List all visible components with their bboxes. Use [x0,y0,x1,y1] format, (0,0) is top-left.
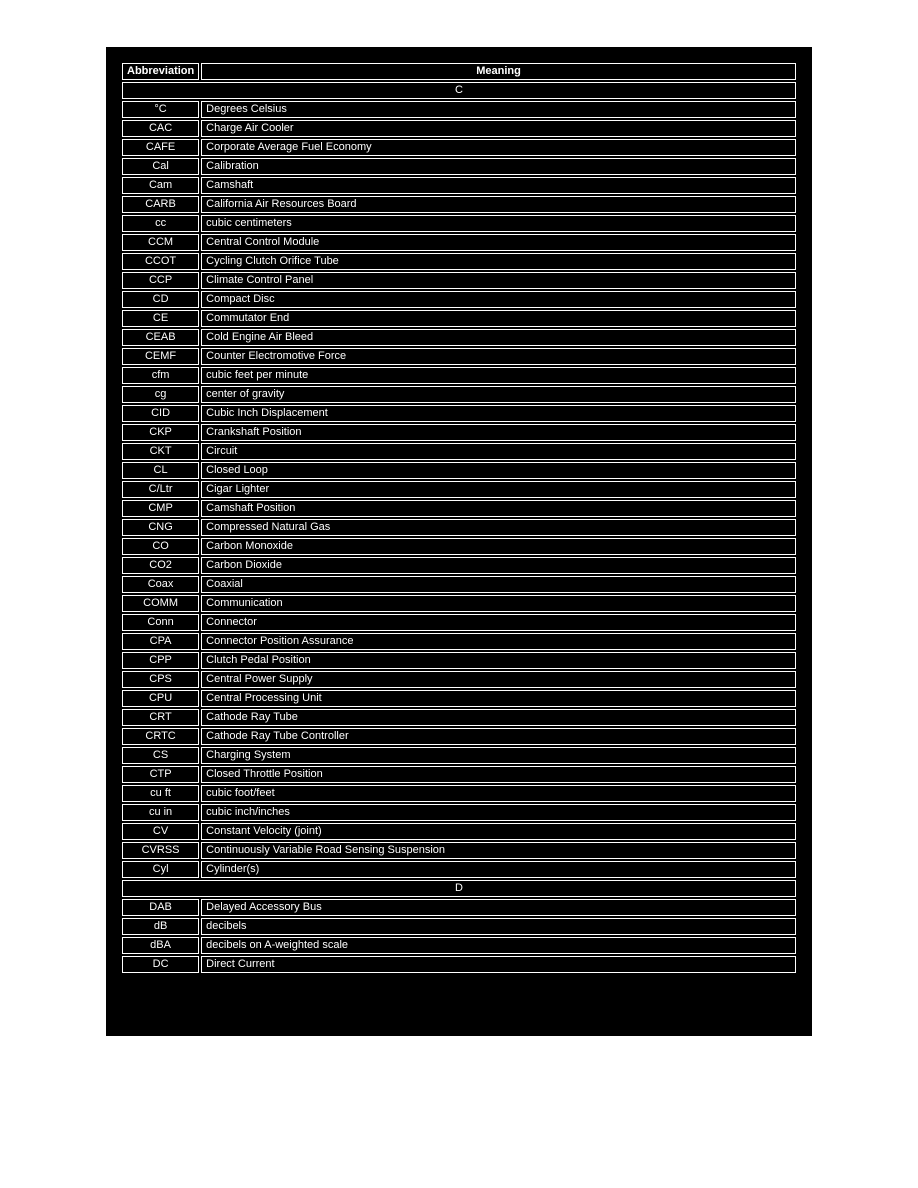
table-row [122,139,796,156]
abbreviation-cell: Cal [122,158,199,175]
meaning-cell: Central Processing Unit [201,690,796,707]
abbreviation-cell: CL [122,462,199,479]
meaning-cell: Degrees Celsius [201,101,796,118]
abbreviation-cell: DC [122,956,199,973]
table-row [122,158,796,175]
abbreviation-cell: CPA [122,633,199,650]
table-row [122,709,796,726]
meaning-cell: California Air Resources Board [201,196,796,213]
meaning-cell: decibels on A-weighted scale [201,937,796,954]
table-row [122,766,796,783]
table-row [122,538,796,555]
table-row [122,177,796,194]
table-row [122,481,796,498]
table-row [122,842,796,859]
meaning-cell: Communication [201,595,796,612]
meaning-cell: Corporate Average Fuel Economy [201,139,796,156]
meaning-cell: Carbon Monoxide [201,538,796,555]
table-row [122,101,796,118]
table-row [122,443,796,460]
abbreviation-table-panel [106,47,812,1036]
table-row [122,234,796,251]
meaning-cell: Crankshaft Position [201,424,796,441]
abbreviation-cell: cg [122,386,199,403]
abbreviation-cell: CEMF [122,348,199,365]
meaning-cell: cubic inch/inches [201,804,796,821]
header-row [122,63,796,80]
abbreviation-cell: CO [122,538,199,555]
table-row [122,500,796,517]
abbreviation-cell: cu ft [122,785,199,802]
meaning-cell: Climate Control Panel [201,272,796,289]
meaning-cell: Cathode Ray Tube [201,709,796,726]
abbreviation-cell: Cam [122,177,199,194]
abbreviation-cell: CTP [122,766,199,783]
meaning-cell: Cold Engine Air Bleed [201,329,796,346]
meaning-cell: Constant Velocity (joint) [201,823,796,840]
meaning-cell: cubic centimeters [201,215,796,232]
abbreviation-cell: dBA [122,937,199,954]
abbreviation-cell: cc [122,215,199,232]
abbreviation-cell: CARB [122,196,199,213]
abbreviation-cell: CCM [122,234,199,251]
abbreviation-cell: cfm [122,367,199,384]
abbreviation-cell: CEAB [122,329,199,346]
table-row [122,196,796,213]
abbreviation-cell: CO2 [122,557,199,574]
table-row [122,462,796,479]
table-row [122,310,796,327]
table-row [122,690,796,707]
abbreviation-cell: CRT [122,709,199,726]
abbreviation-cell: CKP [122,424,199,441]
meaning-cell: Closed Loop [201,462,796,479]
table-row [122,899,796,916]
abbreviation-cell: CVRSS [122,842,199,859]
table-row [122,557,796,574]
table-row [122,386,796,403]
meaning-cell: Delayed Accessory Bus [201,899,796,916]
meaning-cell: Cubic Inch Displacement [201,405,796,422]
meaning-cell: Cycling Clutch Orifice Tube [201,253,796,270]
abbreviation-cell: CD [122,291,199,308]
meaning-cell: Camshaft [201,177,796,194]
table-row [122,671,796,688]
column-header-abbreviation: Abbreviation [122,63,199,80]
abbreviation-table [120,61,798,975]
table-row [122,120,796,137]
abbreviation-cell: Coax [122,576,199,593]
abbreviation-cell: cu in [122,804,199,821]
meaning-cell: Direct Current [201,956,796,973]
meaning-cell: Camshaft Position [201,500,796,517]
table-row [122,747,796,764]
meaning-cell: Closed Throttle Position [201,766,796,783]
abbreviation-cell: CPS [122,671,199,688]
meaning-cell: Carbon Dioxide [201,557,796,574]
meaning-cell: cubic foot/feet [201,785,796,802]
meaning-cell: Cigar Lighter [201,481,796,498]
meaning-cell: Central Power Supply [201,671,796,688]
table-row [122,595,796,612]
table-row [122,272,796,289]
abbreviation-cell: CPP [122,652,199,669]
abbreviation-cell: CAC [122,120,199,137]
meaning-cell: Circuit [201,443,796,460]
meaning-cell: Compact Disc [201,291,796,308]
abbreviation-cell: CRTC [122,728,199,745]
abbreviation-cell: CPU [122,690,199,707]
abbreviation-cell: CNG [122,519,199,536]
abbreviation-cell: CAFE [122,139,199,156]
table-row [122,918,796,935]
meaning-cell: Continuously Variable Road Sensing Suspension [201,842,796,859]
meaning-cell: Compressed Natural Gas [201,519,796,536]
table-row [122,576,796,593]
abbreviation-cell: CKT [122,443,199,460]
section-letter: C [122,82,796,99]
meaning-cell: center of gravity [201,386,796,403]
meaning-cell: Clutch Pedal Position [201,652,796,669]
meaning-cell: Commutator End [201,310,796,327]
meaning-cell: Central Control Module [201,234,796,251]
table-row [122,519,796,536]
meaning-cell: Connector Position Assurance [201,633,796,650]
table-row [122,937,796,954]
table-body [122,82,796,973]
table-row [122,804,796,821]
abbreviation-cell: CMP [122,500,199,517]
abbreviation-cell: CV [122,823,199,840]
meaning-cell: Connector [201,614,796,631]
table-row [122,348,796,365]
meaning-cell: Charging System [201,747,796,764]
meaning-cell: Charge Air Cooler [201,120,796,137]
table-row [122,785,796,802]
table-row [122,652,796,669]
abbreviation-cell: COMM [122,595,199,612]
table-row [122,367,796,384]
table-row [122,253,796,270]
table-row [122,728,796,745]
table-row [122,329,796,346]
table-row [122,405,796,422]
meaning-cell: Calibration [201,158,796,175]
abbreviation-cell: °C [122,101,199,118]
meaning-cell: cubic feet per minute [201,367,796,384]
abbreviation-cell: CCP [122,272,199,289]
abbreviation-cell: C/Ltr [122,481,199,498]
section-header-row [122,82,796,99]
meaning-cell: Coaxial [201,576,796,593]
meaning-cell: Cylinder(s) [201,861,796,878]
table-row [122,823,796,840]
meaning-cell: Cathode Ray Tube Controller [201,728,796,745]
table-row [122,633,796,650]
section-header-row [122,880,796,897]
abbreviation-cell: CCOT [122,253,199,270]
abbreviation-cell: dB [122,918,199,935]
column-header-meaning: Meaning [201,63,796,80]
table-row [122,215,796,232]
abbreviation-cell: CE [122,310,199,327]
meaning-cell: Counter Electromotive Force [201,348,796,365]
abbreviation-cell: CS [122,747,199,764]
table-row [122,956,796,973]
table-row [122,424,796,441]
abbreviation-cell: Cyl [122,861,199,878]
table-row [122,861,796,878]
abbreviation-cell: DAB [122,899,199,916]
section-letter: D [122,880,796,897]
abbreviation-cell: Conn [122,614,199,631]
table-row [122,291,796,308]
meaning-cell: decibels [201,918,796,935]
table-row [122,614,796,631]
abbreviation-cell: CID [122,405,199,422]
